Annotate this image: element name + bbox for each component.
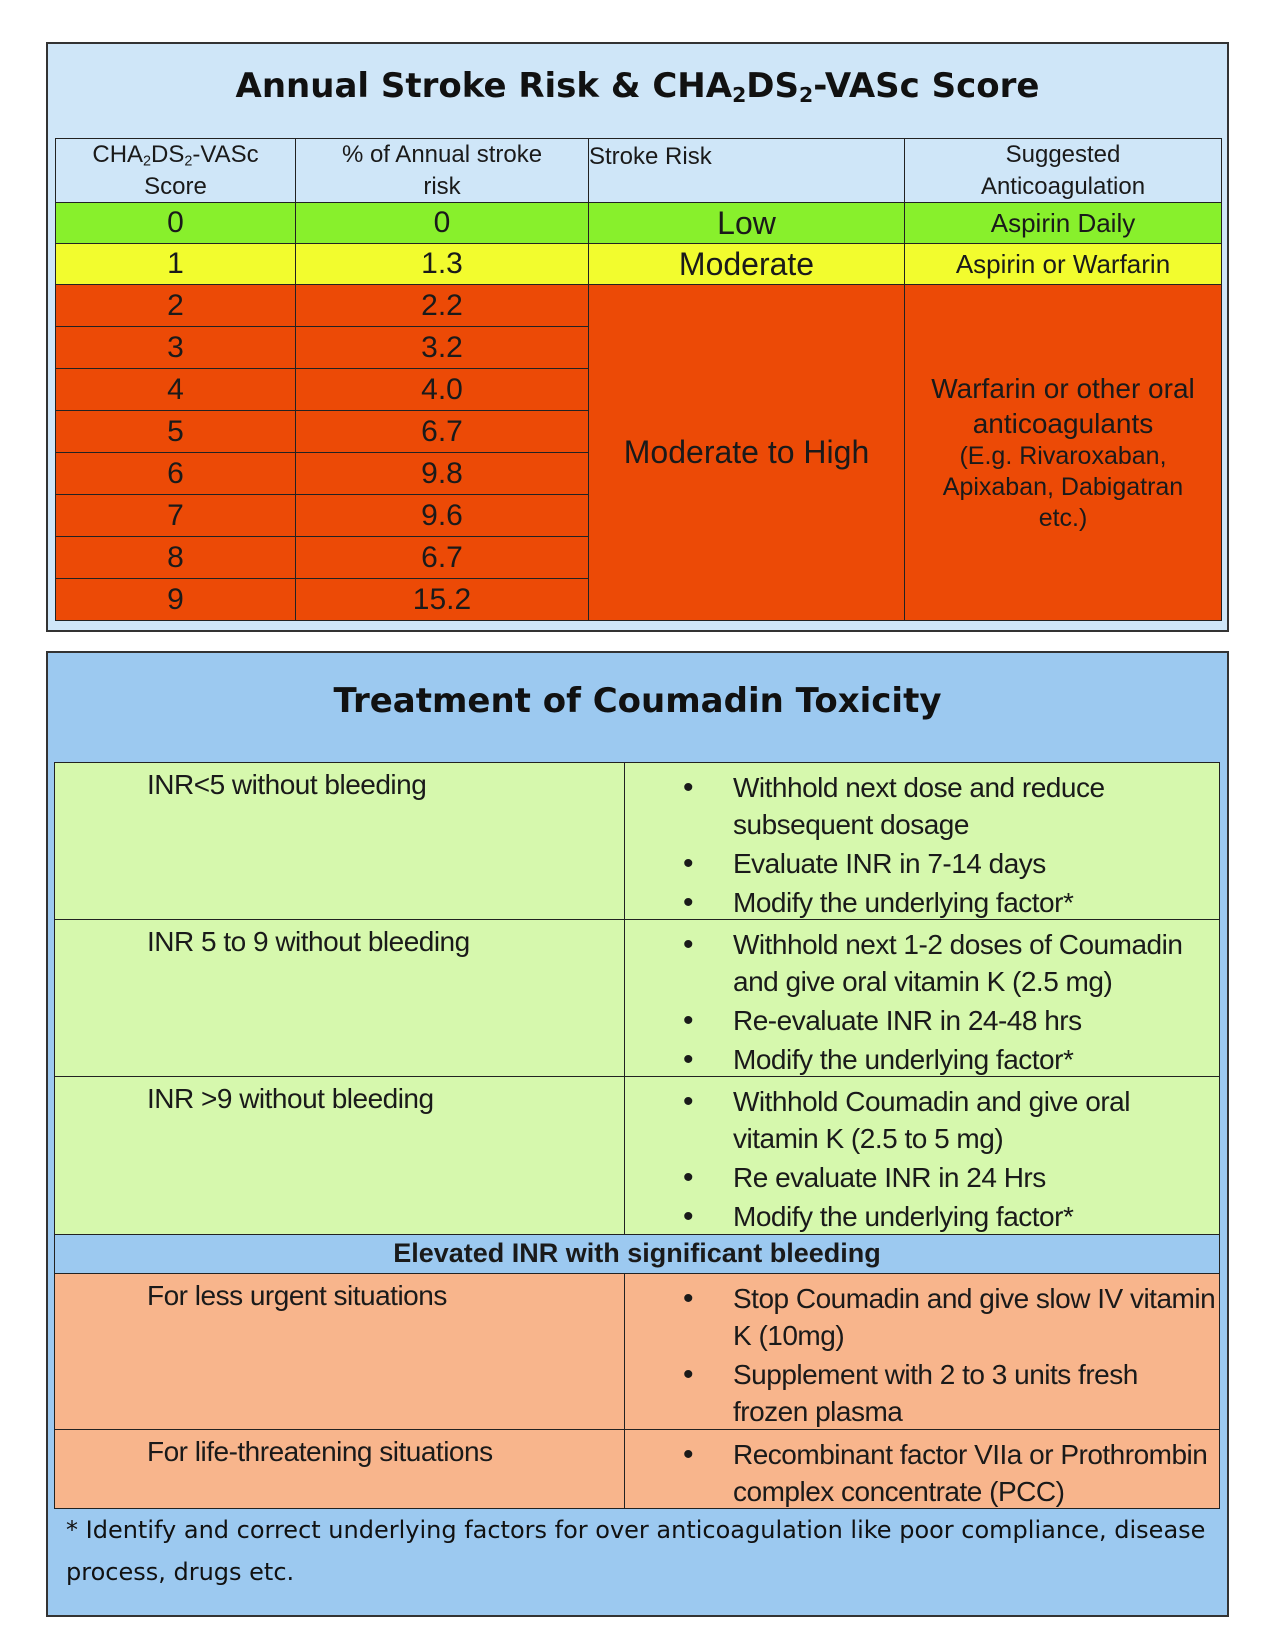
anticoag-low: Aspirin Daily xyxy=(905,203,1221,244)
table-row xyxy=(55,920,1219,1077)
score-cell: 8 xyxy=(56,537,296,579)
risk-moderate: Moderate xyxy=(589,244,905,285)
list-item: • Withhold next dose and reduce subsequent dosage xyxy=(625,769,1219,843)
treatment-list xyxy=(625,1077,1219,1235)
list-item: • Modify the underlying factor* xyxy=(625,884,1219,921)
percent-cell: 9.6 xyxy=(296,495,589,537)
percent-cell: 6.7 xyxy=(296,537,589,579)
percent-cell: 9.8 xyxy=(296,453,589,495)
list-item: • Evaluate INR in 7-14 days xyxy=(625,845,1219,882)
stroke-risk-panel xyxy=(46,42,1229,632)
table-row xyxy=(55,1077,1219,1235)
score-cell: 9 xyxy=(56,579,296,620)
anticoag-moderate: Aspirin or Warfarin xyxy=(905,244,1221,285)
condition-label: INR 5 to 9 without bleeding xyxy=(147,926,470,957)
condition-label: INR<5 without bleeding xyxy=(147,769,427,800)
list-item: • Stop Coumadin and give slow IV vitamin K (10mg) xyxy=(625,1280,1219,1354)
header-stroke-risk: Stroke Risk xyxy=(589,139,905,203)
stroke-risk-table xyxy=(55,138,1222,621)
treatment-list xyxy=(625,920,1219,1078)
score-cell: 5 xyxy=(56,411,296,453)
percent-cell: 6.7 xyxy=(296,411,589,453)
condition-label: INR >9 without bleeding xyxy=(147,1083,434,1114)
percent-cell: 1.3 xyxy=(296,244,589,285)
coumadin-title: Treatment of Coumadin Toxicity xyxy=(333,681,942,721)
header-anticoagulation: Suggested Anticoagulation xyxy=(905,139,1221,203)
treatment-list xyxy=(625,1430,1219,1510)
percent-cell: 15.2 xyxy=(296,579,589,620)
risk-low: Low xyxy=(589,203,905,244)
footnote: * Identify and correct underlying factors for over anticoagulation like poor compliance, disease process, drugs etc. xyxy=(66,1516,1206,1586)
percent-cell: 3.2 xyxy=(296,327,589,369)
risk-high: Moderate to High xyxy=(589,285,905,620)
percent-cell: 4.0 xyxy=(296,369,589,411)
list-item: • Supplement with 2 to 3 units fresh frozen plasma xyxy=(625,1356,1219,1430)
bleeding-header: Elevated INR with significant bleeding xyxy=(55,1235,1219,1274)
list-item: • Recombinant factor VIIa or Prothrombin complex concentrate (PCC) xyxy=(625,1436,1219,1510)
header-score: $CHA_2DS_2$-VASc Score xyxy=(56,139,296,203)
percent-cell: 0 xyxy=(296,203,589,244)
score-cell: 7 xyxy=(56,495,296,537)
score-cell: 0 xyxy=(56,203,296,244)
score-cell: 3 xyxy=(56,327,296,369)
anticoag-high: Warfarin or other oral anticoagulants (E.g. Rivaroxaban, Apixaban, Dabigatran etc.) xyxy=(905,285,1221,620)
score-cell: 1 xyxy=(56,244,296,285)
score-cell: 2 xyxy=(56,285,296,327)
list-item: • Re-evaluate INR in 24-48 hrs xyxy=(625,1002,1219,1039)
table-row xyxy=(55,1430,1219,1508)
stroke-risk-title: Annual Stroke Risk & $CHA_2DS_2$-VASc Score xyxy=(235,66,1040,108)
coumadin-panel xyxy=(46,651,1229,1617)
table-row xyxy=(55,763,1219,920)
condition-label: For less urgent situations xyxy=(147,1280,447,1311)
list-item: • Modify the underlying factor* xyxy=(625,1041,1219,1078)
table-row xyxy=(55,1274,1219,1430)
list-item: • Re evaluate INR in 24 Hrs xyxy=(625,1159,1219,1196)
percent-cell: 2.2 xyxy=(296,285,589,327)
list-item: • Withhold Coumadin and give oral vitamin K (2.5 to 5 mg) xyxy=(625,1083,1219,1157)
header-annual-risk: % of Annual stroke risk xyxy=(296,139,589,203)
treatment-list xyxy=(625,1274,1219,1430)
score-cell: 4 xyxy=(56,369,296,411)
coumadin-table xyxy=(54,762,1220,1509)
list-item: • Withhold next 1-2 doses of Coumadin and give oral vitamin K (2.5 mg) xyxy=(625,926,1219,1000)
score-cell: 6 xyxy=(56,453,296,495)
treatment-list xyxy=(625,763,1219,921)
list-item: • Modify the underlying factor* xyxy=(625,1198,1219,1235)
condition-label: For life-threatening situations xyxy=(147,1436,493,1467)
